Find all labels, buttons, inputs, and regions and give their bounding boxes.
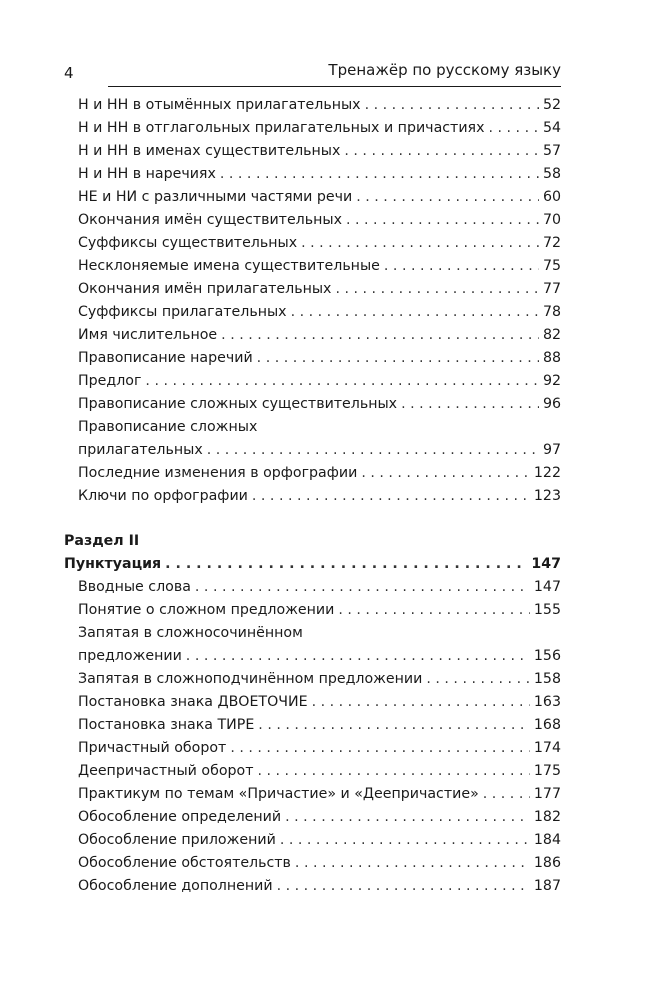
dot-leader (145, 370, 539, 393)
toc-entry[interactable] (78, 232, 561, 255)
toc-entry-page: 177 (533, 786, 561, 802)
toc-entry-page: 156 (533, 648, 561, 664)
toc-entry[interactable] (78, 370, 561, 393)
toc-entry[interactable] (78, 622, 561, 645)
toc-entry[interactable] (78, 163, 561, 186)
table-of-contents (0, 94, 649, 898)
toc-entry-page: 57 (542, 143, 561, 159)
toc-section-heading[interactable] (64, 553, 561, 576)
toc-entry-title: Последние изменения в орфографии (78, 465, 358, 481)
dot-leader (344, 140, 539, 163)
toc-entry-page: 60 (542, 189, 561, 205)
toc-entry[interactable] (78, 117, 561, 140)
toc-entry-page: 184 (533, 832, 561, 848)
toc-entry-title: Запятая в сложноподчинённом предложении (78, 671, 423, 687)
toc-entry-title: Деепричастный оборот (78, 763, 254, 779)
toc-entry-title: Окончания имён прилагательных (78, 281, 332, 297)
toc-entry-page: 70 (542, 212, 561, 228)
toc-entry[interactable] (78, 393, 561, 416)
section-label: Раздел II (64, 533, 140, 549)
toc-entry-title: Постановка знака ТИРЕ (78, 717, 255, 733)
toc-entry-title: Ключи по орфографии (78, 488, 248, 504)
toc-entry-title: Практикум по темам «Причастие» и «Деепричастие» (78, 786, 479, 802)
dot-leader (488, 117, 538, 140)
toc-entry[interactable] (78, 760, 561, 783)
toc-entry[interactable] (78, 186, 561, 209)
toc-entry-page: 97 (542, 442, 561, 458)
toc-entry[interactable] (78, 209, 561, 232)
dot-leader (165, 553, 527, 576)
toc-entry-page: 78 (542, 304, 561, 320)
toc-entry-page: 72 (542, 235, 561, 251)
dot-leader (207, 439, 539, 462)
dot-leader (335, 278, 538, 301)
toc-entry-page: 82 (542, 327, 561, 343)
toc-entry[interactable] (78, 278, 561, 301)
toc-entry[interactable] (78, 852, 561, 875)
dot-leader (295, 852, 530, 875)
dot-leader (365, 94, 539, 117)
toc-entry-title: прилагательных (78, 442, 203, 458)
toc-entry-title: предложении (78, 648, 182, 664)
toc-entry[interactable] (78, 301, 561, 324)
toc-entry-page: 52 (542, 97, 561, 113)
dot-leader (356, 186, 539, 209)
toc-entry[interactable] (78, 829, 561, 852)
toc-entry-page: 88 (542, 350, 561, 366)
toc-entry-page: 175 (533, 763, 561, 779)
toc-entry-page: 168 (533, 717, 561, 733)
toc-entry[interactable] (78, 347, 561, 370)
dot-leader (258, 714, 530, 737)
toc-entry-title: Правописание сложных (78, 419, 258, 435)
toc-entry[interactable] (78, 645, 561, 668)
toc-entry[interactable] (78, 485, 561, 508)
toc-entry-title: НЕ и НИ с различными частями речи (78, 189, 353, 205)
toc-entry-page: 92 (542, 373, 561, 389)
toc-entry-page: 96 (542, 396, 561, 412)
toc-entry-page: 186 (533, 855, 561, 871)
toc-entry-title: Обособление определений (78, 809, 282, 825)
toc-entry-title: Запятая в сложносочинённом (78, 625, 303, 641)
toc-entry[interactable] (78, 691, 561, 714)
toc-entry-title: Обособление приложений (78, 832, 276, 848)
toc-entry-page: 122 (533, 465, 561, 481)
toc-entry[interactable] (78, 668, 561, 691)
toc-entry[interactable] (78, 576, 561, 599)
toc-entry-page: 155 (533, 602, 561, 618)
toc-entry-title: Несклоняемые имена существительные (78, 258, 380, 274)
dot-leader (277, 875, 530, 898)
dot-leader (338, 599, 530, 622)
toc-entry[interactable] (78, 714, 561, 737)
toc-entry-page: 54 (542, 120, 561, 136)
toc-section-heading-title: Пунктуация (64, 556, 162, 572)
toc-entry-page: 75 (542, 258, 561, 274)
toc-part1 (0, 94, 649, 508)
toc-entry[interactable] (78, 875, 561, 898)
toc-entry-title: Обособление дополнений (78, 878, 273, 894)
toc-entry[interactable] (78, 439, 561, 462)
dot-leader (301, 232, 539, 255)
dot-leader (384, 255, 539, 278)
toc-entry[interactable] (78, 599, 561, 622)
toc-entry-title: Обособление обстоятельств (78, 855, 291, 871)
toc-entry-title: Н и НН в именах существительных (78, 143, 341, 159)
toc-entry-title: Постановка знака ДВОЕТОЧИЕ (78, 694, 308, 710)
toc-section-heading-page: 147 (531, 556, 561, 572)
dot-leader (221, 324, 539, 347)
dot-leader (291, 301, 539, 324)
dot-leader (361, 462, 530, 485)
toc-entry-title: Н и НН в наречиях (78, 166, 216, 182)
toc-entry-page: 158 (533, 671, 561, 687)
toc-entry-page: 147 (533, 579, 561, 595)
dot-leader (312, 691, 530, 714)
toc-entry[interactable] (78, 416, 561, 439)
toc-entry[interactable] (78, 324, 561, 347)
dot-leader (280, 829, 530, 852)
toc-entry-title: Суффиксы прилагательных (78, 304, 287, 320)
toc-entry-title: Н и НН в отглагольных прилагательных и причастиях (78, 120, 485, 136)
toc-entry-title: Правописание наречий (78, 350, 253, 366)
header-rule (108, 86, 561, 87)
toc-entry[interactable] (78, 462, 561, 485)
dot-leader (285, 806, 530, 829)
dot-leader (483, 783, 530, 806)
toc-entry-title: Н и НН в отымённых прилагательных (78, 97, 361, 113)
toc-entry[interactable] (78, 140, 561, 163)
toc-entry[interactable] (78, 94, 561, 117)
dot-leader (346, 209, 539, 232)
toc-entry-title: Суффиксы существительных (78, 235, 298, 251)
dot-leader (401, 393, 539, 416)
toc-entry-page: 187 (533, 878, 561, 894)
toc-entry[interactable] (78, 806, 561, 829)
dot-leader (252, 485, 530, 508)
toc-entry-title: Предлог (78, 373, 142, 389)
toc-entry-page: 163 (533, 694, 561, 710)
dot-leader (257, 347, 539, 370)
dot-leader (257, 760, 529, 783)
dot-leader (186, 645, 530, 668)
toc-entry[interactable] (78, 255, 561, 278)
dot-leader (195, 576, 530, 599)
toc-entry-page: 174 (533, 740, 561, 756)
toc-entry-page: 123 (533, 488, 561, 504)
toc-part2 (0, 576, 649, 898)
toc-entry-title: Окончания имён существительных (78, 212, 342, 228)
toc-entry-title: Имя числительное (78, 327, 218, 343)
toc-entry-page: 182 (533, 809, 561, 825)
toc-entry-title: Причастный оборот (78, 740, 227, 756)
toc-entry-page: 58 (542, 166, 561, 182)
toc-entry-title: Правописание сложных существительных (78, 396, 398, 412)
toc-entry[interactable] (78, 783, 561, 806)
toc-entry-title: Понятие о сложном предложении (78, 602, 335, 618)
page-number: 4 (64, 64, 74, 82)
dot-leader (230, 737, 530, 760)
dot-leader (220, 163, 539, 186)
dot-leader (426, 668, 530, 691)
toc-entry-title: Вводные слова (78, 579, 191, 595)
toc-entry-page: 77 (542, 281, 561, 297)
section-gap (0, 508, 649, 530)
toc-entry[interactable] (78, 737, 561, 760)
running-header: Тренажёр по русскому языку (328, 61, 561, 79)
